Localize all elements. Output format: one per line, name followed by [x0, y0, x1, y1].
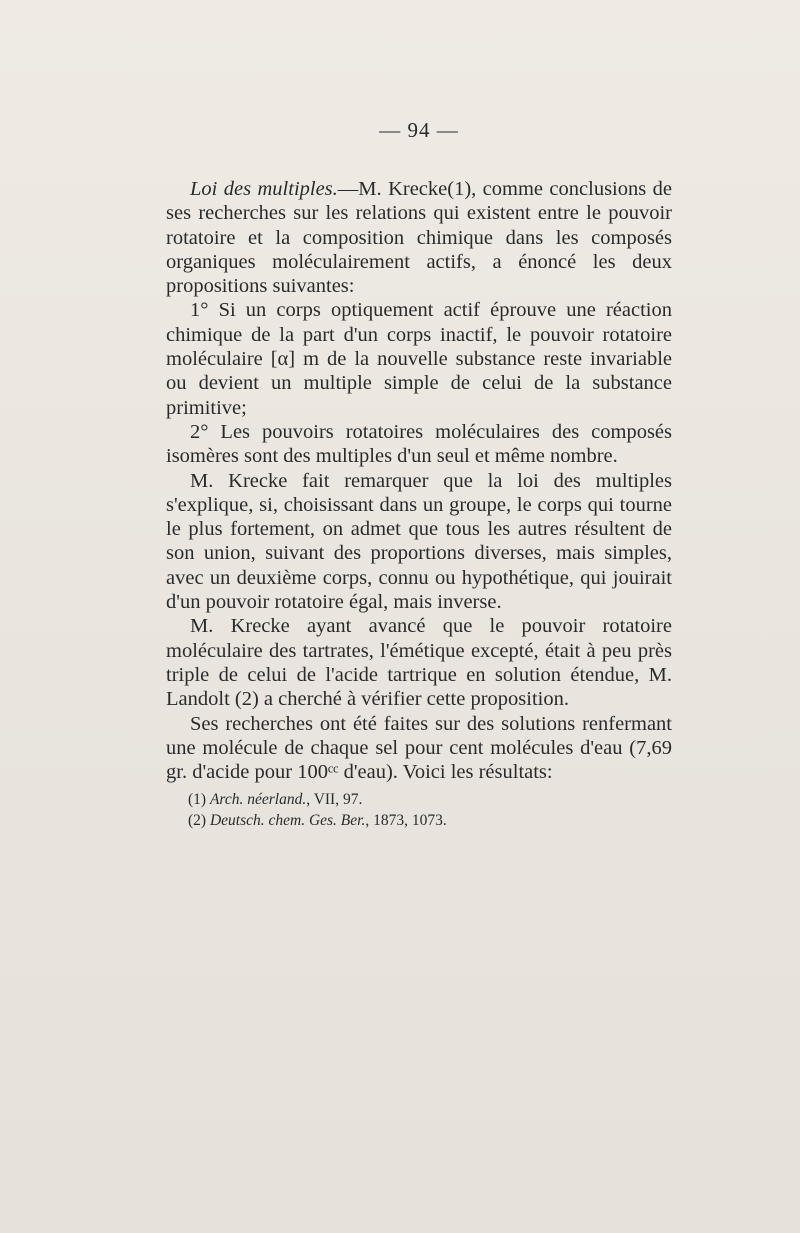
footnote-source: Deutsch. chem. Ges. Ber. — [209, 812, 366, 829]
paragraph: Ses recherches ont été faites sur des solutions renfermant une molécule de chaque sel pour cent molécules d'eau (7,69 gr. d'acide pour 100ᶜᶜ d'eau). Voici les résultats: — [166, 712, 672, 784]
footnote-marker: (1) — [188, 791, 207, 808]
paragraph — [166, 177, 672, 298]
section-title: Loi des multiples. — [190, 178, 338, 200]
footnote-reference: , 1873, 1073. — [365, 812, 447, 829]
footnote — [188, 810, 672, 831]
footnote — [188, 789, 672, 810]
paragraph: M. Krecke fait remarquer que la loi des multiples s'explique, si, choisissant dans un groupe, le corps qui tourne le plus fortement, on admet que tous les autres résultent de son union, suivant des proportions diverses, mais simples, avec un deuxième corps, connu ou hypothétique, qui jouirait d'un pouvoir rotatoire égal, mais inverse. — [166, 469, 672, 614]
footnotes — [188, 789, 672, 831]
paragraph: 1° Si un corps optiquement actif éprouve une réaction chimique de la part d'un corps inactif, le pouvoir rotatoire moléculaire [α] m de la nouvelle substance reste invariable ou devient un multiple simple de celui de la substance primitive; — [166, 299, 672, 419]
page-number: — 94 — — [379, 118, 459, 142]
paragraph: M. Krecke ayant avancé que le pouvoir rotatoire moléculaire des tartrates, l'émétique excepté, était à peu près triple de celui de l'acide tartrique en solution étendue, M. Landolt (2) a cherché à vérifier cette proposition. — [166, 615, 672, 711]
text-block — [166, 118, 672, 784]
footnote-reference: , VII, 97. — [306, 791, 363, 808]
paragraph: 2° Les pouvoirs rotatoires moléculaires des composés isomères sont des multiples d'un seul et même nombre. — [166, 420, 672, 468]
footnote-source: Arch. néerland. — [209, 791, 307, 808]
footnote-marker: (2) — [188, 812, 207, 829]
paragraph-text: —M. Krecke(1), comme conclusions de ses recherches sur les relations qui existent entre le pouvoir rotatoire et la composition chimique dans les composés organiques moléculairement actifs, a énoncé les deux propositions suivantes: — [166, 178, 672, 298]
